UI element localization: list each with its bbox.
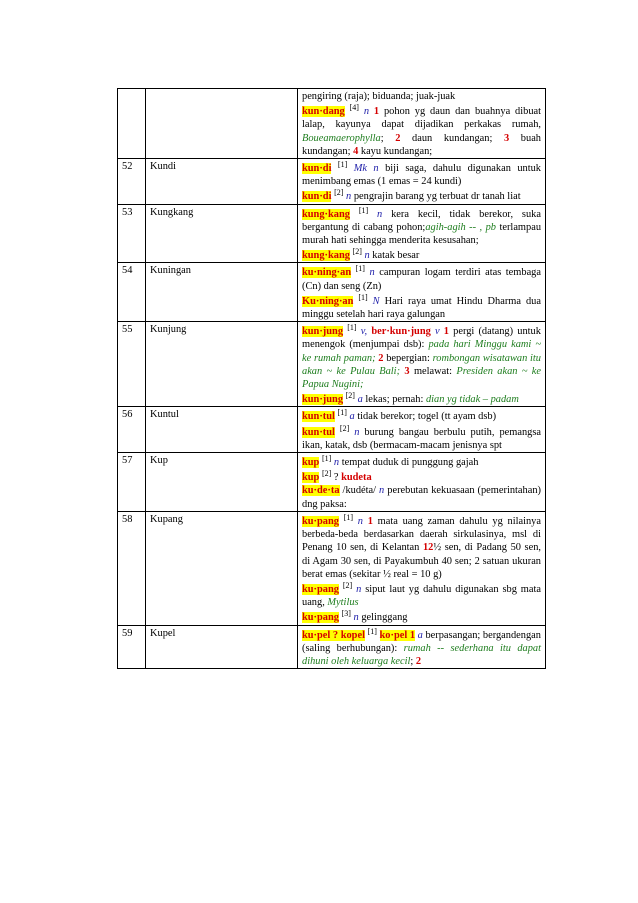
headword: kung·kang xyxy=(302,208,350,220)
entry-definition xyxy=(298,89,546,159)
headword: kup xyxy=(302,472,320,484)
definition-text: ? xyxy=(331,472,342,484)
entry-word: Kundi xyxy=(146,159,298,205)
definition-text xyxy=(350,209,359,220)
example-text: Boueamaerophylla xyxy=(302,132,381,144)
dictionary-table-body xyxy=(118,89,546,669)
sense-marker: ber·kun·jung xyxy=(371,326,431,338)
definition-text: ; xyxy=(410,655,416,667)
definition-paragraph xyxy=(302,391,541,406)
definition-text: perebutan kekuasaan (pemerintahan) dng paksa: xyxy=(302,485,541,510)
sense-number: [3] xyxy=(341,609,351,619)
part-of-speech: n xyxy=(354,426,360,438)
sense-marker: 2 xyxy=(378,352,384,364)
headword: kun·dang xyxy=(302,106,345,118)
definition-paragraph xyxy=(302,188,541,203)
headword: kup xyxy=(302,457,320,469)
definition-text: kera kecil, tidak berekor, suka bergantung di cabang pohon; xyxy=(302,208,541,233)
entry-word: Kuntul xyxy=(146,407,298,453)
entry-number xyxy=(118,89,146,159)
sense-number: [4] xyxy=(349,103,359,113)
headword: kun·tul xyxy=(302,411,335,423)
definition-text: campuran logam terdiri atas tembaga (Cn) dan seng (Zn) xyxy=(302,267,541,292)
entry-number: 55 xyxy=(118,322,146,407)
entry-word: Kup xyxy=(146,453,298,512)
part-of-speech: n xyxy=(379,485,385,497)
sense-number: [2] xyxy=(339,423,350,433)
example-text: rumah -- sederhana itu dapat dihuni oleh keluarga kecil xyxy=(302,642,541,667)
definition-paragraph xyxy=(302,247,541,262)
definition-paragraph xyxy=(302,103,541,158)
definition-text: pohon yg daun dan buahnya dibuat lalap, kayunya dapat dijadikan perkakas rumah, xyxy=(302,106,542,131)
part-of-speech: n xyxy=(363,106,370,118)
definition-text: pengrajin barang yg terbuat dr tanah liat xyxy=(351,191,521,203)
entry-word: Kunjung xyxy=(146,322,298,407)
definition-paragraph xyxy=(302,424,541,452)
part-of-speech: n xyxy=(377,208,383,220)
entry-definition xyxy=(298,511,546,625)
entry-row xyxy=(118,407,546,453)
part-of-speech: Mk n xyxy=(353,163,379,175)
headword: kun·tul xyxy=(302,426,335,438)
example-text: pada hari Minggu kami ~ ke rumah paman; xyxy=(302,339,541,364)
definition-text: berpasangan; bergandengan (saling berhubungan): xyxy=(302,629,541,654)
headword: Ku·ning·an xyxy=(302,295,354,307)
entry-word: Kupel xyxy=(146,625,298,669)
headword: kun·di xyxy=(302,191,332,203)
entry-word: Kupang xyxy=(146,511,298,625)
sense-marker: 1 xyxy=(373,106,380,118)
headword: kun·jung xyxy=(302,394,344,406)
definition-paragraph xyxy=(302,469,541,484)
entry-definition xyxy=(298,263,546,322)
definition-paragraph xyxy=(302,609,541,624)
definition-paragraph xyxy=(302,581,541,609)
entry-row xyxy=(118,263,546,322)
definition-text: tempat duduk di punggung gajah xyxy=(339,457,479,469)
definition-text: pengiring (raja); biduanda; juak-juak xyxy=(302,91,456,102)
sense-number: [1] xyxy=(337,160,348,170)
headword: ku·ning·an xyxy=(302,267,352,279)
definition-text: Hari raya umat Hindu Dharma dua minggu setelah hari raya galungan xyxy=(302,295,541,321)
entry-number: 52 xyxy=(118,159,146,205)
part-of-speech: n xyxy=(353,612,359,624)
part-of-speech: a xyxy=(349,411,355,423)
headword: ko·pel 1 xyxy=(379,629,416,641)
definition-paragraph xyxy=(302,484,541,510)
headword: ku·de·ta xyxy=(302,485,340,497)
entry-row xyxy=(118,511,546,625)
sense-number: [2] xyxy=(345,391,355,401)
sense-marker: 1 xyxy=(367,515,373,527)
definition-paragraph xyxy=(302,293,541,321)
part-of-speech: a xyxy=(357,394,363,406)
definition-text xyxy=(368,209,377,220)
definition-paragraph xyxy=(302,206,541,248)
sense-marker: 1 xyxy=(443,326,449,338)
definition-paragraph xyxy=(302,454,541,469)
definition-text: katak besar xyxy=(369,250,420,262)
part-of-speech: a xyxy=(417,629,423,641)
sense-number: [1] xyxy=(337,408,347,418)
dictionary-table xyxy=(117,88,546,669)
part-of-speech: n xyxy=(357,515,363,527)
definition-text: siput laut yg dahulu digunakan sbg mata uang, xyxy=(302,583,541,609)
part-of-speech: N xyxy=(372,295,380,307)
entry-row xyxy=(118,322,546,407)
example-text: Presiden akan ~ ke Papua Nugini; xyxy=(302,365,542,391)
definition-text: ½ sen, di Padang 50 sen, di Agam 30 sen, di Payakumbuh 40 sen; 2 satuan ukuran berat emas (sekitar ½ real = 10 g) xyxy=(302,542,541,580)
definition-text: ; xyxy=(380,132,396,144)
headword: ku·pel ? kopel xyxy=(302,629,365,641)
sense-marker: 2 xyxy=(415,655,422,667)
sense-number: [1] xyxy=(367,626,377,636)
sense-number: [1] xyxy=(358,292,368,302)
definition-text: biji saga, dahulu digunakan untuk menimbang emas (1 emas = 24 kundi) xyxy=(302,163,541,188)
definition-paragraph xyxy=(302,264,541,292)
definition-paragraph xyxy=(302,513,541,581)
sense-marker: 2 xyxy=(395,132,401,144)
definition-text: daun kundangan; xyxy=(400,132,504,144)
definition-paragraph xyxy=(302,627,541,669)
headword: ku·pang xyxy=(302,583,339,595)
part-of-speech: n xyxy=(346,191,352,203)
entry-number: 58 xyxy=(118,511,146,625)
example-text: agih-agih -- , pb xyxy=(425,221,497,233)
definition-paragraph xyxy=(302,323,541,391)
definition-text: tidak berekor; togel (tt ayam dsb) xyxy=(354,411,497,423)
entry-row xyxy=(118,204,546,263)
entry-definition xyxy=(298,204,546,263)
entry-row xyxy=(118,89,546,159)
sense-marker: 3 xyxy=(404,365,410,377)
entry-row xyxy=(118,159,546,205)
definition-paragraph xyxy=(302,408,541,423)
definition-text: lekas; pernah: xyxy=(362,394,426,406)
definition-text: mata uang zaman dahulu yg nilainya berbeda-beda berdasarkan daerah sirkulasinya, msl di Penang 10 sen, di Kelantan xyxy=(302,515,541,554)
sense-number: [2] xyxy=(342,580,353,590)
sense-number: [1] xyxy=(355,264,365,274)
part-of-speech: n xyxy=(369,267,375,279)
entry-number: 59 xyxy=(118,625,146,669)
entry-word: Kuningan xyxy=(146,263,298,322)
entry-number: 56 xyxy=(118,407,146,453)
entry-definition xyxy=(298,407,546,453)
definition-text: buah kundangan; xyxy=(302,132,541,157)
definition-paragraph xyxy=(302,90,541,103)
entry-row xyxy=(118,625,546,669)
headword: kung·kang xyxy=(302,250,350,262)
definition-text: gelinggang xyxy=(358,612,408,624)
sense-number: [2] xyxy=(321,469,332,479)
example-text: dian yg tidak – padam xyxy=(425,394,519,406)
headword: kun·di xyxy=(302,163,332,175)
sense-number: [2] xyxy=(352,247,362,257)
sense-number: [2] xyxy=(334,188,344,198)
definition-text: burung bangau berbulu putih, pemangsa ikan, katak, dsb (bermacam-macam jenisnya spt xyxy=(302,426,541,451)
part-of-speech: n xyxy=(364,250,370,262)
entry-number: 54 xyxy=(118,263,146,322)
definition-text: melawat: xyxy=(409,365,457,377)
entry-word xyxy=(146,89,298,159)
definition-text: /kudéta/ xyxy=(339,485,380,497)
sense-marker: 4 xyxy=(353,145,359,157)
definition-paragraph xyxy=(302,160,541,188)
example-text: Mytilus xyxy=(327,597,359,609)
part-of-speech: v xyxy=(434,326,440,338)
headword: kun·jung xyxy=(302,326,344,338)
headword: ku·pang xyxy=(302,612,339,624)
part-of-speech: n xyxy=(356,583,362,595)
entry-definition xyxy=(298,159,546,205)
definition-text: kayu kundangan; xyxy=(358,145,433,157)
part-of-speech: v, xyxy=(360,326,368,338)
definition-text: pergi (datang) untuk menengok (menjumpai dsb): xyxy=(302,326,541,351)
sense-number: [1] xyxy=(343,512,354,522)
entry-definition xyxy=(298,625,546,669)
entry-word: Kungkang xyxy=(146,204,298,263)
example-text: rombongan wisatawan itu akan ~ ke Pulau Bali; xyxy=(302,352,541,377)
sense-number: [1] xyxy=(321,454,332,464)
entry-definition xyxy=(298,322,546,407)
entry-number: 57 xyxy=(118,453,146,512)
sense-number: [1] xyxy=(358,205,369,215)
definition-text: bepergian: xyxy=(383,352,433,364)
entry-number: 53 xyxy=(118,204,146,263)
headword: ku·pang xyxy=(302,515,339,527)
sense-marker: 12 xyxy=(422,542,434,554)
sense-marker: 3 xyxy=(503,132,510,144)
cross-reference: kudeta xyxy=(341,472,372,484)
part-of-speech: n xyxy=(333,457,340,469)
definition-text: terlampau murah hati sehingga menderita kesusahan; xyxy=(302,221,542,247)
sense-number: [1] xyxy=(347,323,357,333)
entry-row xyxy=(118,453,546,512)
entry-definition xyxy=(298,453,546,512)
